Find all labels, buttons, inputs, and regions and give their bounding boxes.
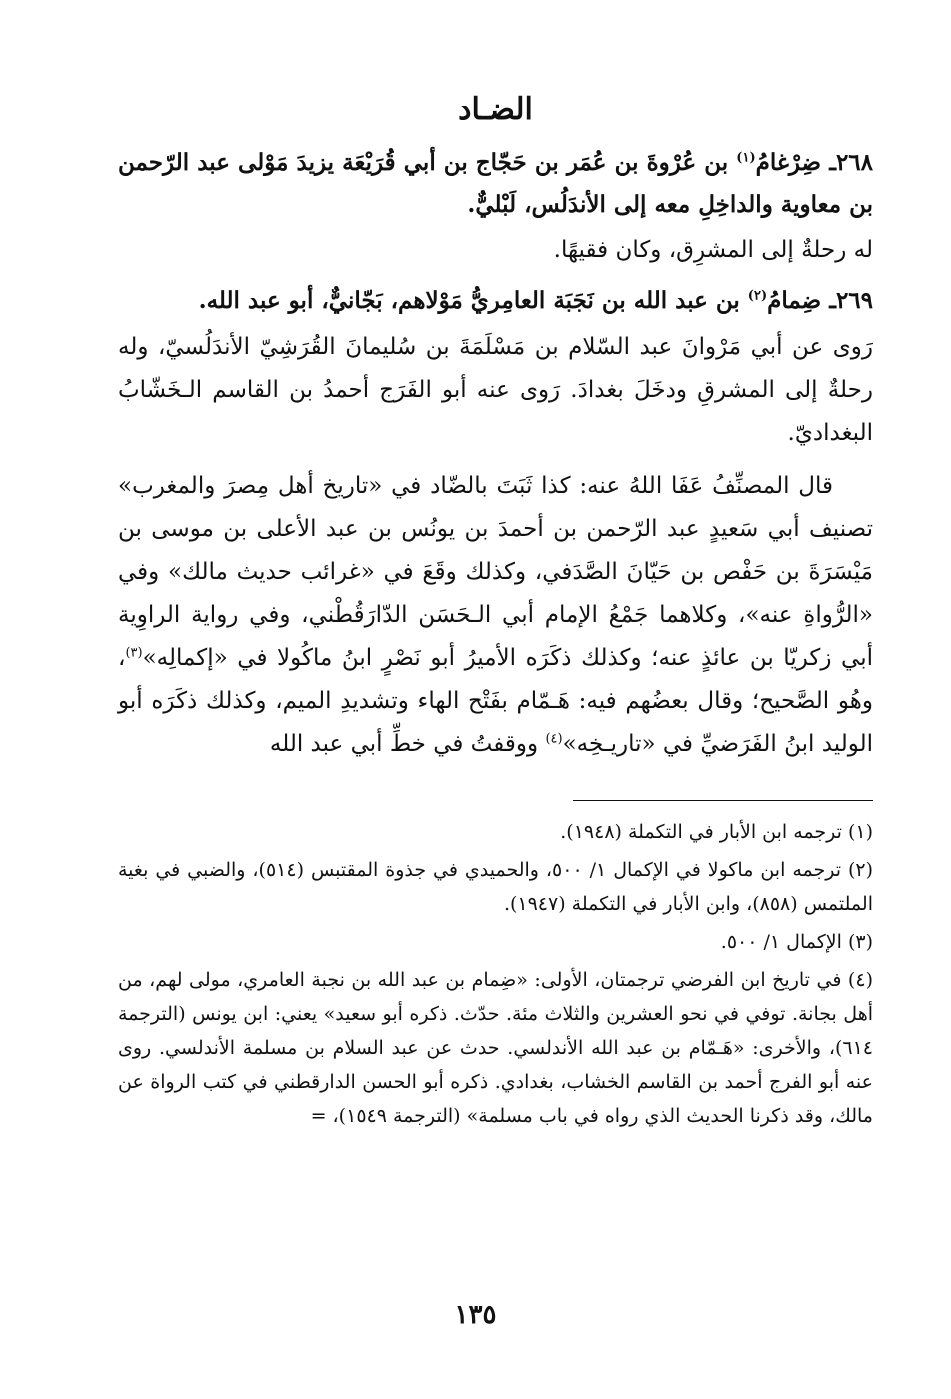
comment-text: قال المصنِّفُ عَفَا اللهُ عنه: كذا ثَبَتَ بالضّاد في «تاريخ أهل مِصرَ والمغرب» تصنيف أبي سَعيدٍ عبد الرّحمن بن أحمدَ بن يونُس بن عبد الأعلى بن موسى بن مَيْسَرَةَ بن حَفْص بن حَيّانَ الصَّدَفي، وكذلك وقَعَ في «غرائب حديث مالك» وفي «الرُّواةِ عنه»، وكلاهما جَمْعُ الإمام أبي الـحَسَن الدّارَقُطْني، وفي رواية الراوِية أبي زكريّا بن عائذٍ عنه؛ وكذلك ذكَرَه الأميرُ أبو نَصْرٍ ابنُ ماكُولا في «إكمالِه» [118,473,873,671]
author-comment [118,465,873,766]
footnote-ref: (٢) [747,288,768,304]
footnote-ref: (١) [736,150,756,166]
entry-heading-text: بن عبد الله بن نَجَبَة العامِريُّ مَوْلاهم، بَجّانيٌّ، أبو عبد الله. [198,287,740,314]
footnote-4: (٤) في تاريخ ابن الفرضي ترجمتان، الأولى: «ضِمام بن عبد الله بن نجبة العامري، مولى لهم، من أهل بجانة. توفي في نحو العشرين والثلاث مئة. حدّث. ذكره أبو سعيد» يعني: ابن يونس (الترجمة ٦١٤)، والأخرى: «هَـمّام بن عبد الله الأندلسي. حدث عن عبد السلام بن مسلمة الأندلسي. روى عنه أبو الفرج أحمد بن القاسم الخشاب، بغدادي. ذكره أبو الحسن الدارقطني في كتب الرواة عن مالك، وقد ذكرنا الحديث الذي رواه في باب مسلمة» (الترجمة ١٥٤٩)، = [118,969,873,1127]
comment-text: ، وهُو الصَّحيح؛ وقال بعضُهم فيه: هَـمّام بفَتْح الهاء وتشديدِ الميم، وكذلك ذكَرَه أبو الوليد ابنُ الفَرَضيِّ في «تاريـخِه» [118,645,873,757]
entry-heading-text: بن عُرْوةَ بن عُمَر بن حَجّاج بن أبي قُرَيْعَة يزيدَ مَوْلى عبد الرّحمن بن معاوية والداخِلِ معه إلى الأندَلُس، لَبْليٌّ. [118,149,873,218]
book-page [118,88,873,1348]
chapter-title: الضـاد [458,92,533,127]
entry-268-heading [118,142,873,226]
entry-name: ضِمامُ [767,287,822,314]
entry-number: ٢٦٩ـ [829,287,873,314]
entry-name: ضِرْغامُ [755,149,822,176]
entry-269-body: رَوى عن أبي مَرْوانَ عبد السّلام بن مَسْلَمَةَ بن سُليمانَ القُرَشِيّ الأندَلُسيّ، وله رحلةٌ إلى المشرقِ ودخَلَ بغدادَ. رَوى عنه أبو الفَرَج أحمدُ بن القاسم الـخَشّابُ البغداديّ. [118,334,873,446]
entry-268-body: له رحلةٌ إلى المشرِق، وكان فقيهًا. [553,237,873,263]
entry-269-heading [118,280,873,322]
footnote-ref: (٣) [125,645,143,661]
entry-number: ٢٦٨ـ [829,149,873,176]
footnote-separator [573,800,873,801]
footnote-3: (٣) الإكمال ١/ ٥٠٠. [720,931,873,953]
page-number: ١٣٥ [454,1300,497,1330]
footnote-ref: (٤) [545,731,563,747]
comment-text: ووقفتُ في خطِّ أبي عبد الله [269,731,546,757]
footnote-1: (١) ترجمه ابن الأبار في التكملة (١٩٤٨). [560,821,873,843]
footnote-2: (٢) ترجمه ابن ماكولا في الإكمال ١/ ٥٠٠، والحميدي في جذوة المقتبس (٥١٤)، والضبي في بغية الملتمس (٨٥٨)، وابن الأبار في التكملة (١٩٤٧). [118,859,873,915]
